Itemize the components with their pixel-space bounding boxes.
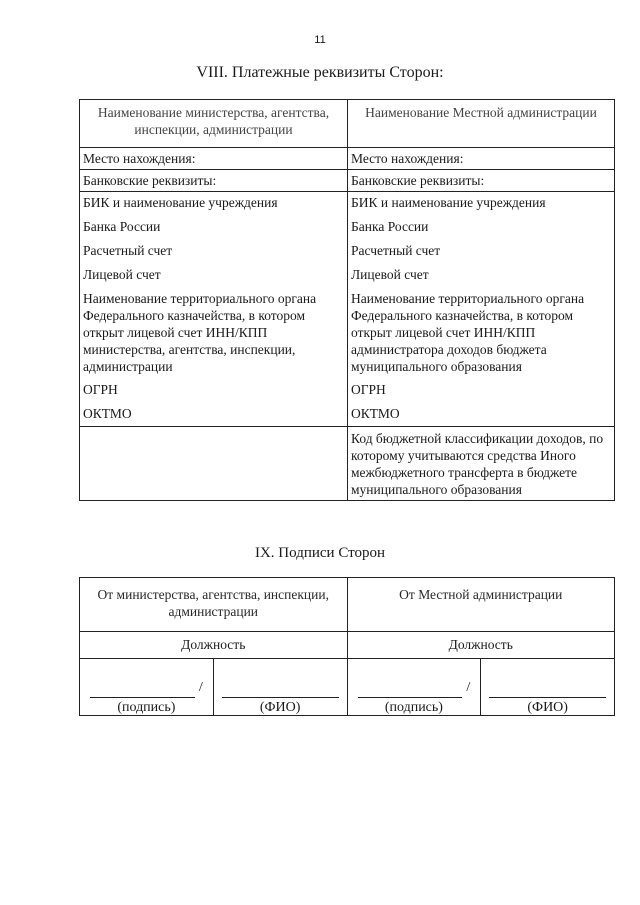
slash-separator: / xyxy=(466,680,471,695)
list-item: Лицевой счет xyxy=(83,267,161,282)
list-item: БИК и наименование учреждения xyxy=(83,195,278,210)
table-row xyxy=(80,632,615,659)
name-line xyxy=(222,697,339,698)
administration-bank-details-label: Банковские реквизиты: xyxy=(348,170,615,192)
local-administration-header: Наименование Местной администрации xyxy=(348,100,615,148)
table-header-row xyxy=(80,578,615,632)
ministry-location-label: Место нахождения: xyxy=(80,148,348,170)
name-caption: (ФИО) xyxy=(527,700,568,715)
table-row xyxy=(80,148,615,170)
list-item: Расчетный счет xyxy=(83,243,173,258)
ministry-bank-details-label: Банковские реквизиты: xyxy=(80,170,348,192)
signatures-table xyxy=(79,577,615,716)
ministry-bank-details xyxy=(80,192,348,427)
slash-separator: / xyxy=(198,680,203,695)
list-item: ОКТМО xyxy=(351,406,400,421)
list-item: Наименование территориального органа Федерального казначейства, в котором открыт лицевой счет ИНН/КПП министерства, агентства, инспекции, администрации xyxy=(83,291,317,374)
empty-cell xyxy=(80,427,348,501)
list-item: Банка России xyxy=(351,219,429,234)
ministry-signature-cell xyxy=(80,659,214,716)
list-item: Расчетный счет xyxy=(351,243,441,258)
name-caption: (ФИО) xyxy=(259,700,301,715)
administration-location-label: Место нахождения: xyxy=(348,148,615,170)
list-item: ОГРН xyxy=(351,382,386,397)
administration-name-cell xyxy=(481,659,615,716)
administration-position-label: Должность xyxy=(347,632,615,659)
page-number: 11 xyxy=(314,34,326,46)
section-9-title: IX. Подписи Сторон xyxy=(254,545,386,561)
table-row xyxy=(80,427,615,501)
signature-line xyxy=(358,697,463,698)
budget-classification-code: Код бюджетной классификации доходов, по которому учитываются средства Иного межбюджетного трансферта в бюджете муниципального образования xyxy=(348,427,615,501)
section-8-title: VIII. Платежные реквизиты Сторон: xyxy=(196,64,444,81)
list-item: ОКТМО xyxy=(83,406,132,421)
list-item: Банка России xyxy=(83,219,161,234)
signature-line xyxy=(90,697,195,698)
signature-caption: (подпись) xyxy=(117,700,176,715)
list-item: ОГРН xyxy=(83,382,118,397)
ministry-header: Наименование министерства, агентства, инспекции, администрации xyxy=(80,100,348,148)
ministry-position-label: Должность xyxy=(80,632,348,659)
table-row xyxy=(80,659,615,716)
administration-signature-cell xyxy=(347,659,481,716)
table-row xyxy=(80,192,615,427)
list-item: Лицевой счет xyxy=(351,267,429,282)
list-item: Наименование территориального органа Федерального казначейства, в котором открыт лицевой счет ИНН/КПП администратора доходов бюджета муниципального образования xyxy=(351,291,585,374)
administration-signature-header: От Местной администрации xyxy=(347,578,615,632)
table-row xyxy=(80,170,615,192)
payment-details-table xyxy=(79,99,615,501)
ministry-signature-header: От министерства, агентства, инспекции, администрации xyxy=(80,578,348,632)
administration-bank-details xyxy=(348,192,615,427)
name-line xyxy=(489,697,606,698)
list-item: БИК и наименование учреждения xyxy=(351,195,546,210)
table-header-row xyxy=(80,100,615,148)
signature-caption: (подпись) xyxy=(384,700,443,715)
ministry-name-cell xyxy=(213,659,347,716)
